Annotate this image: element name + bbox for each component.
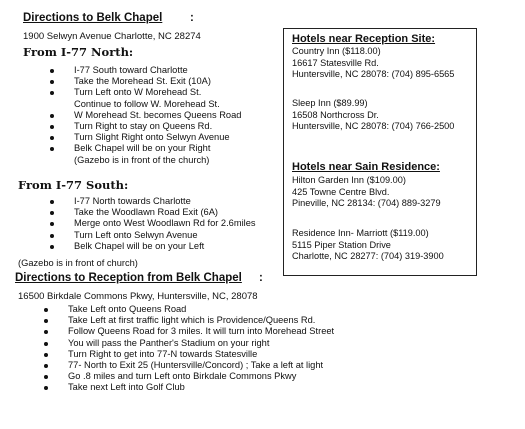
list-item: W Morehead St. becomes Queens Road <box>50 110 241 121</box>
hotel-entry: Hilton Garden Inn ($109.00) 425 Towne Centre Blvd. Pineville, NC 28134: (704) 889-3279 <box>292 175 441 208</box>
list-item: Turn Left onto W Morehead St. <box>50 87 241 98</box>
list-item: Continue to follow W. Morehead St. <box>74 98 220 109</box>
belk-address: 1900 Selwyn Avenue Charlotte, NC 28274 <box>23 31 201 42</box>
reception-address: 16500 Birkdale Commons Pkwy, Huntersville, NC, 28078 <box>18 291 258 302</box>
bullet <box>44 375 48 379</box>
list-item: Take the Woodlawn Road Exit (6A) <box>50 207 256 218</box>
hotel-entry: Country Inn ($118.00) 16617 Statesville Rd. Huntersville, NC 28078: (704) 895-6565 <box>292 46 455 79</box>
list-item: Take next Left into Golf Club <box>44 382 334 393</box>
bullet <box>50 114 54 118</box>
list-item: Take Left onto Queens Road <box>44 304 334 315</box>
north-heading: From I-77 North: <box>23 45 134 59</box>
bullet <box>44 386 48 390</box>
bullet <box>50 200 54 204</box>
hotel-entry: Sleep Inn ($89.99) 16508 Northcross Dr. Huntersville, NC 28078: (704) 766-2500 <box>292 98 455 131</box>
bullet <box>50 136 54 140</box>
list-item: 77- North to Exit 25 (Huntersville/Concord) ; Take a left at light <box>44 360 334 371</box>
north-steps <box>50 65 241 166</box>
list-item: Take Left at first traffic light which is Providence/Queens Rd. <box>44 315 334 326</box>
list-item: (Gazebo is in front of the church) <box>74 154 210 165</box>
south-heading: From I-77 South: <box>18 178 129 192</box>
bullet <box>50 147 54 151</box>
list-item: Take the Morehead St. Exit (10A) <box>50 76 241 87</box>
bullet <box>50 245 54 249</box>
bullet <box>44 342 48 346</box>
list-item: I-77 North towards Charlotte <box>50 196 256 207</box>
bullet <box>50 211 54 215</box>
bullet <box>44 364 48 368</box>
bullet <box>50 69 54 73</box>
list-item: Belk Chapel will be on your Left <box>50 241 256 252</box>
hotel-entry: Residence Inn- Marriott ($119.00) 5115 Piper Station Drive Charlotte, NC 28277: (704) 319-3900 <box>292 228 444 261</box>
list-item: Turn Right to get into 77-N towards Statesville <box>44 349 334 360</box>
belk-colon: : <box>190 12 194 24</box>
list-item: Follow Queens Road for 3 miles. It will turn into Morehead Street <box>44 326 334 337</box>
south-note: (Gazebo is in front of church) <box>18 258 138 268</box>
bullet <box>50 80 54 84</box>
bullet <box>44 353 48 357</box>
list-item: Turn Left onto Selwyn Avenue <box>50 230 256 241</box>
list-item: You will pass the Panther's Stadium on your right <box>44 338 334 349</box>
reception-colon: : <box>259 272 263 284</box>
list-item: Go .8 miles and turn Left onto Birkdale Commons Pkwy <box>44 371 334 382</box>
list-item: I-77 South toward Charlotte <box>50 65 241 76</box>
bullet <box>44 319 48 323</box>
bullet <box>50 222 54 226</box>
bullet <box>44 330 48 334</box>
list-item: Turn Right to stay on Queens Rd. <box>50 121 241 132</box>
list-item: Belk Chapel will be on your Right <box>50 143 241 154</box>
hotels-box <box>283 28 477 276</box>
list-item: Turn Slight Right onto Selwyn Avenue <box>50 132 241 143</box>
residence-hotels-title: Hotels near Sain Residence: <box>292 161 440 173</box>
reception-directions-title: Directions to Reception from Belk Chapel <box>15 272 242 284</box>
reception-steps <box>44 304 334 394</box>
belk-directions-title: Directions to Belk Chapel <box>23 12 163 24</box>
bullet <box>50 234 54 238</box>
bullet <box>50 91 54 95</box>
south-steps <box>50 196 256 252</box>
list-item: Merge onto West Woodlawn Rd for 2.6miles <box>50 218 256 229</box>
reception-hotels-title: Hotels near Reception Site: <box>292 33 436 45</box>
bullet <box>50 125 54 129</box>
bullet <box>44 308 48 312</box>
